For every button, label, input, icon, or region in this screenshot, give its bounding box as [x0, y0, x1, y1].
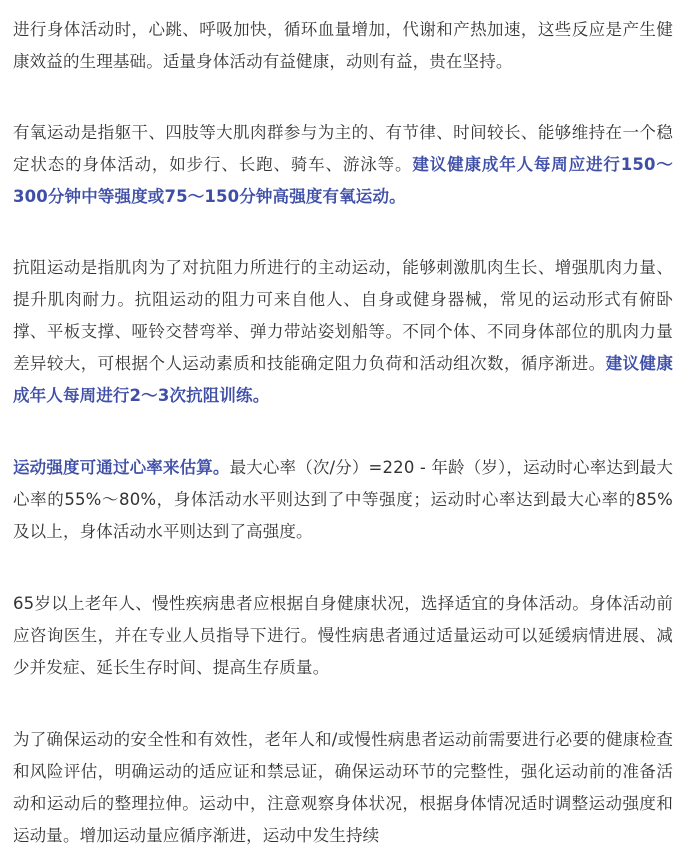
paragraph-text: 最大心率（次/分）=220 - 年龄（岁），运动时心率达到最大心率的55%～80%，身体活动水平则达到了中等强度；运动时心率达到最大心率的85%及以上，身体活动水平则达到了高强度。	[13, 458, 673, 541]
highlight-recommendation: 建议健康成年人每周进行2～3次抗阻训练。	[13, 354, 674, 405]
highlight-recommendation: 建议健康成年人每周应进行150～300分钟中等强度或75～150分钟高强度有氧运动。	[13, 155, 673, 206]
paragraph-aerobic-exercise	[13, 117, 673, 213]
paragraph-exercise-intensity	[13, 452, 673, 548]
paragraph-text: 进行身体活动时，心跳、呼吸加快，循环血量增加，代谢和产热加速，这些反应是产生健康效益的生理基础。适量身体活动有益健康，动则有益，贵在坚持。	[13, 20, 673, 71]
paragraph-text: 有氧运动是指躯干、四肢等大肌肉群参与为主的、有节律、时间较长、能够维持在一个稳定状态的身体活动，如步行、长跑、骑车、游泳等。	[13, 123, 673, 174]
paragraph-elderly-chronic	[13, 588, 673, 684]
highlight-heart-rate: 运动强度可通过心率来估算。	[13, 458, 230, 477]
paragraph-text: 抗阻运动是指肌肉为了对抗阻力所进行的主动运动，能够刺激肌肉生长、增强肌肉力量、提升肌肉耐力。抗阻运动的阻力可来自他人、自身或健身器械，常见的运动形式有俯卧撑、平板支撑、哑铃交替弯举、弹力带站姿划船等。不同个体、不同身体部位的肌肉力量差异较大，可根据个人运动素质和技能确定阻力负荷和活动组次数，循序渐进。	[13, 258, 673, 373]
paragraph-text: 为了确保运动的安全性和有效性，老年人和/或慢性病患者运动前需要进行必要的健康检查和风险评估，明确运动的适应证和禁忌证，确保运动环节的完整性，强化运动前的准备活动和运动后的整理拉伸。运动中，注意观察身体状况，根据身体情况适时调整运动强度和运动量。增加运动量应循序渐进，运动中发生持续	[13, 730, 673, 845]
paragraph-safety	[13, 724, 673, 852]
paragraph-resistance-exercise	[13, 252, 673, 412]
paragraph-text: 65岁以上老年人、慢性疾病患者应根据自身健康状况，选择适宜的身体活动。身体活动前应咨询医生，并在专业人员指导下进行。慢性病患者通过适量运动可以延缓病情进展、减少并发症、延长生存时间、提高生存质量。	[13, 594, 673, 677]
paragraph-physical-activity	[13, 14, 673, 78]
